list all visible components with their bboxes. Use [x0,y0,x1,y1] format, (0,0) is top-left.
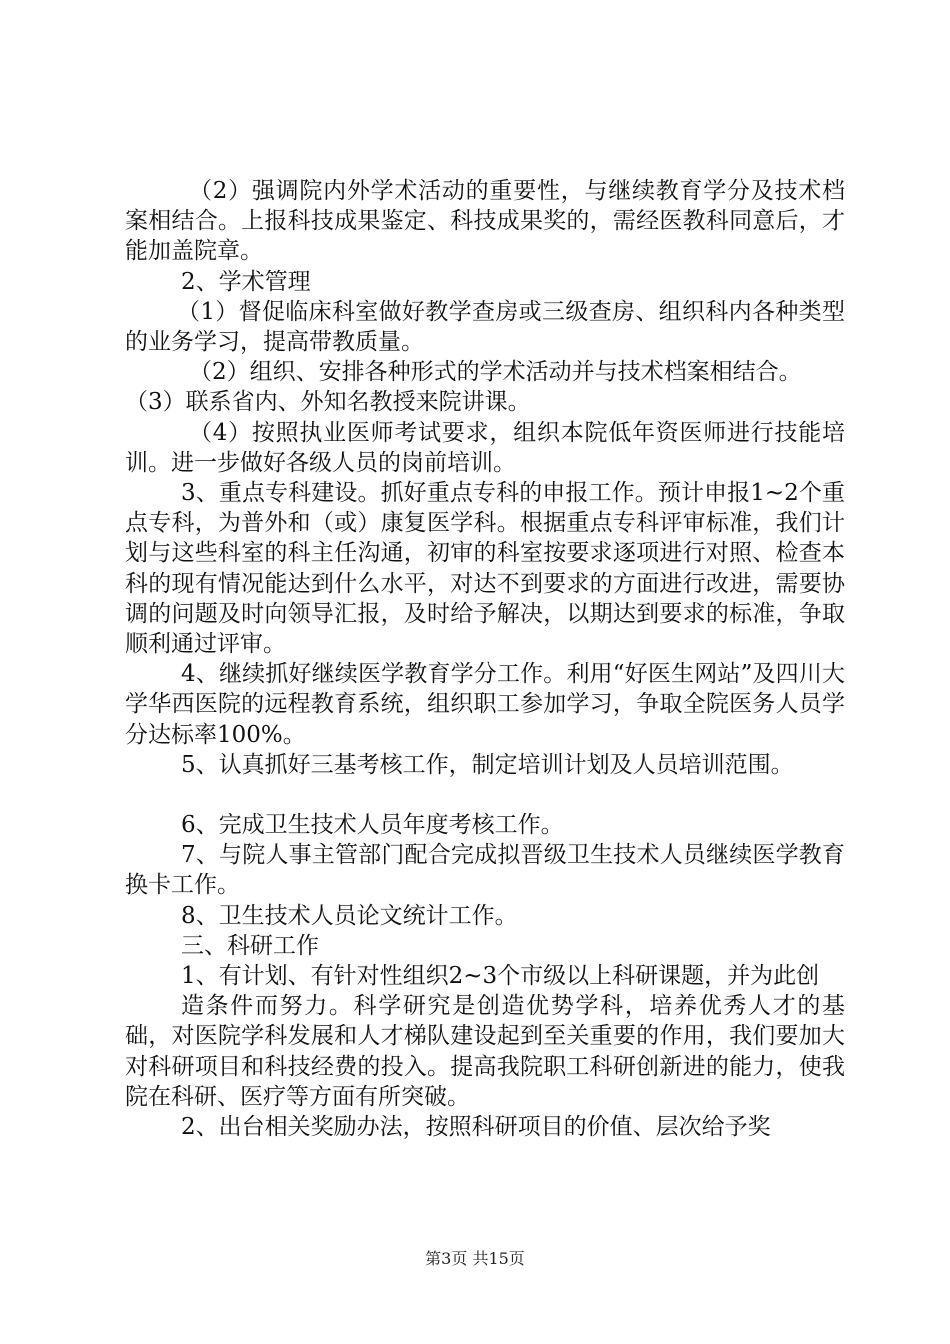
document-body [125,176,845,1142]
paragraph-research-topics: 1、有计划、有针对性组织2~3个市级以上科研课题，并为此创 [181,963,820,990]
heading-research-work: 三、科研工作 [181,932,319,959]
page-footer: 第3页 共15页 [425,1249,525,1268]
paragraph-invite-professors: （3）联系省内、外知名教授来院讲课。 [125,389,531,416]
paragraph-research-conditions: 造条件而努力。科学研究是创造优势学科，培养优秀人才的基础，对医院学科发展和人才梯队建设起到至关重要的作用，我们要加大对科研项目和科技经费的投入。提高我院职工科研创新进的能力，使我院在科研、医疗等方面有所突破。 [125,993,845,1110]
paragraph-key-specialty: 3、重点专科建设。抓好重点专科的申报工作。预计申报1~2个重点专科，为普外和（或）康复医学科。根据重点专科评审标准，我们计划与这些科室的科主任沟通，初审的科室按要求逐项进行对照、检查本科的现有情况能达到什么水平，对达不到要求的方面进行改进，需要协调的问题及时向领导汇报，及时给予解决，以期达到要求的标准，争取顺利通过评审。 [125,480,845,658]
paragraph-gap [125,780,845,810]
paragraph-organize-activities: （2）组织、安排各种形式的学术活动并与技术档案相结合。 [189,359,802,386]
paragraph-skill-training: （4）按照执业医师考试要求，组织本院低年资医师进行技能培训。进一步做好各级人员的岗前培训。 [125,419,845,476]
heading-academic-management: 2、学术管理 [181,268,311,295]
paragraph-thesis-statistics: 8、卫生技术人员论文统计工作。 [181,902,518,929]
paragraph-card-renewal: 7、与院人事主管部门配合完成拟晋级卫生技术人员继续医学教育换卡工作。 [125,842,845,899]
paragraph-academic-activities: （2）强调院内外学术活动的重要性，与继续教育学分及技术档案相结合。上报科技成果鉴定、科技成果奖的，需经医教科同意后，才能加盖院章。 [125,178,845,265]
paragraph-annual-assessment: 6、完成卫生技术人员年度考核工作。 [181,812,564,839]
paragraph-reward-measures: 2、出台相关奖励办法，按照科研项目的价值、层次给予奖 [181,1114,771,1141]
paragraph-teaching-rounds: （1）督促临床科室做好教学查房或三级查房、组织科内各种类型的业务学习，提高带教质量。 [125,298,845,356]
paragraph-continuing-education: 4、继续抓好继续医学教育学分工作。利用“好医生网站”及四川大学华西医院的远程教育系统，组织职工参加学习，争取全院医务人员学分达标率100%。 [125,661,845,748]
paragraph-three-basics: 5、认真抓好三基考核工作，制定培训计划及人员培训范围。 [181,751,794,778]
